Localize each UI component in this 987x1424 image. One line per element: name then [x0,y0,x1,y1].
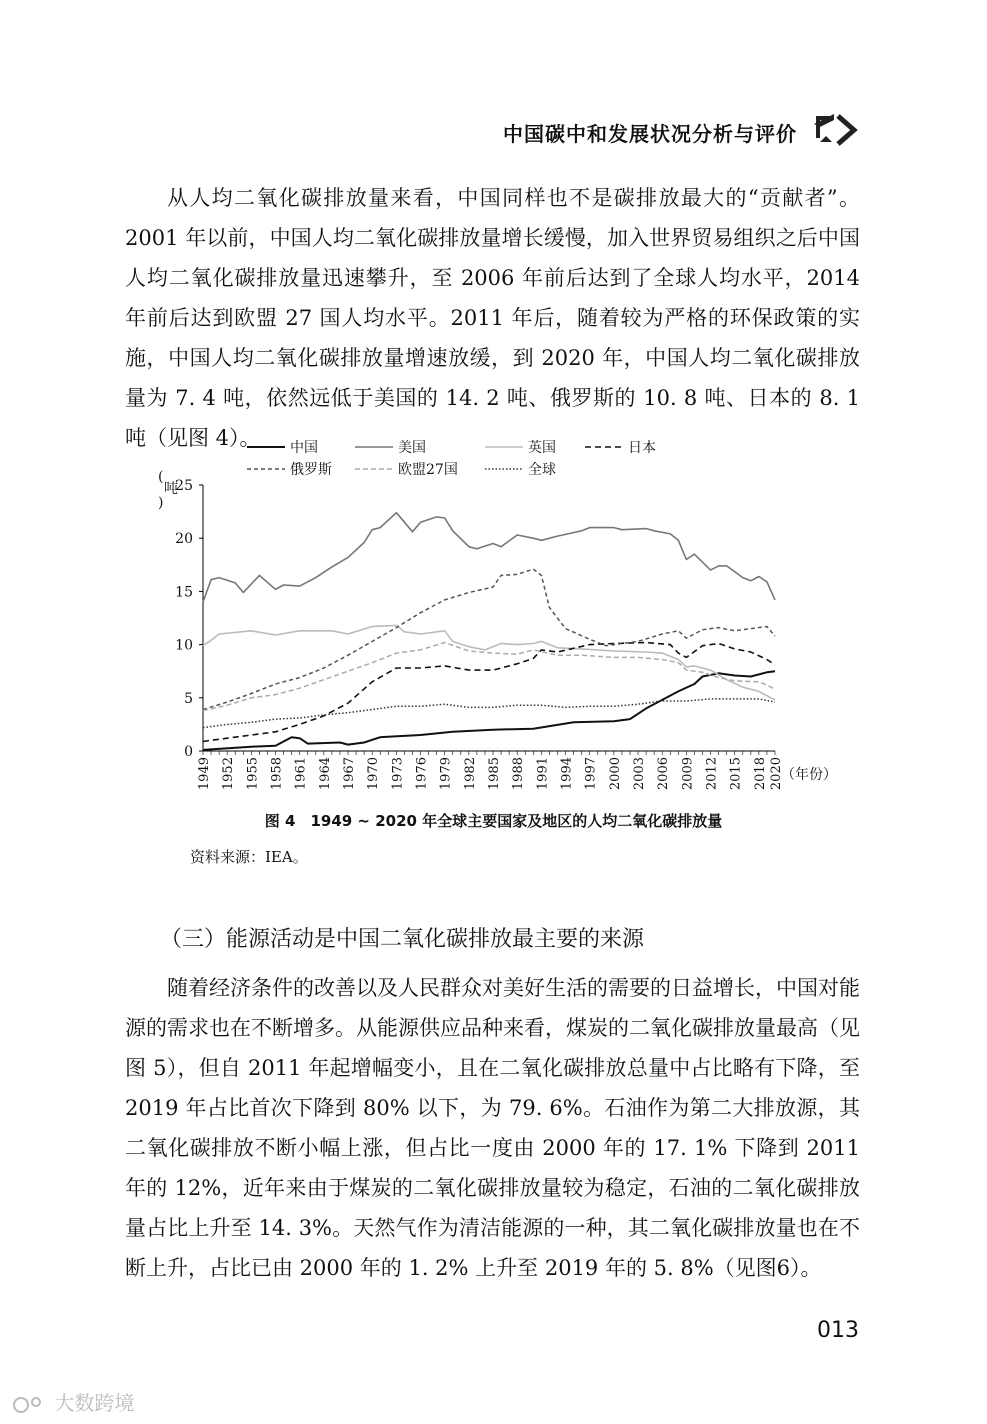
figure-caption: 图 4 1949 ~ 2020 年全球主要国家及地区的人均二氧化碳排放量 [264,812,723,830]
x-tick-label: 1976 [414,757,430,791]
y-axis-label: 吨 [164,481,178,497]
series-line-美国 [203,513,775,602]
y-tick-label: 15 [175,584,193,601]
running-header: 中国碳中和发展状况分析与评价 [503,122,797,146]
x-tick-label: 1979 [438,757,454,791]
paragraph-text: 从人均二氧化碳排放量来看，中国同样也不是碳排放最大的“贡献者”。2001 年以前，中国人均二氧化碳排放量增长缓慢，加入世界贸易组织之后中国人均二氧化碳排放量迅速攀升，至 2006 年前后达到了全球人均水平，2014 年前后达到欧盟 27 国人均水平。2011 年后，随着较为严格的环保政策的实施，中国人均二氧化碳排放量增速放缓，到 2020 年，中国人均二氧化碳排放量为 7. 4 吨，依然远低于美国的 14. 2 吨、俄罗斯的 10. 8 吨、日本的 8. 1 吨（见图 4）。 [125,186,860,450]
body-paragraph-2 [125,968,860,1288]
x-tick-label: 1964 [317,757,333,791]
x-tick-label: 1958 [269,757,285,791]
series-line-日本 [203,643,775,742]
legend-label: 英国 [528,440,556,456]
x-axis-label: （年份） [781,767,837,783]
paragraph-text: 随着经济条件的改善以及人民群众对美好生活的需要的日益增长，中国对能源的需求也在不断增多。从能源供应品种来看，煤炭的二氧化碳排放量最高（见图 5），但自 2011 年起增幅变小，且在二氧化碳排放总量中占比略有下降，至 2019 年占比首次下降到 80% 以下，为 79. 6%。石油作为第二大排放源，其二氧化碳排放不断小幅上涨，但占比一度由 2000 年的 17. 1% 下降到 2011 年的 12%，近年来由于煤炭的二氧化碳排放量较为稳定，石油的二氧化碳排放量占比上升至 14. 3%。天然气作为清洁能源的一种，其二氧化碳排放量也在不断上升，占比已由 2000 年的 1. 2% 上升至 2019 年的 5. 8%（见图6）。 [125,976,860,1280]
x-tick-label: 2015 [728,757,744,791]
x-tick-label: 2020 [769,757,784,791]
x-tick-label: 1994 [559,757,575,791]
y-tick-label: 0 [184,744,193,760]
x-tick-label: 1967 [342,757,358,791]
per-capita-co2-chart [150,435,850,805]
legend-label: 全球 [528,462,556,478]
y-tick-label: 25 [175,478,193,494]
legend-label: 欧盟27国 [398,462,458,478]
watermark-logo-icon [12,1394,48,1416]
series-line-英国 [203,625,775,700]
series-line-全球 [203,699,775,728]
x-tick-label: 1973 [390,757,406,791]
x-tick-label: 1955 [245,757,261,791]
x-tick-label: 1952 [221,757,237,791]
page-number: 013 [817,1318,859,1343]
y-tick-label: 20 [175,531,193,548]
x-tick-label: 2009 [680,757,696,791]
x-tick-label: 1949 [197,757,212,791]
series-line-中国 [203,671,775,750]
section-title: （三）能源活动是中国二氧化碳排放最主要的来源 [160,927,645,952]
figure-source: 资料来源：IEA。 [190,848,308,866]
x-tick-label: 2006 [656,757,672,791]
x-tick-label: 1988 [511,757,527,791]
x-tick-label: 1961 [293,757,309,791]
y-tick-label: 10 [175,637,193,654]
x-tick-label: 1985 [487,757,503,791]
x-tick-label: 1997 [583,757,599,791]
watermark [12,1387,134,1416]
x-tick-label: 2012 [704,757,720,791]
watermark-text: 大数跨境 [54,1391,135,1415]
legend-label: 中国 [290,440,318,456]
x-tick-label: 1970 [366,757,382,791]
series-line-俄罗斯 [203,569,775,709]
x-tick-label: 2000 [607,757,623,791]
y-axis-label-paren: ( [158,469,164,485]
legend-label: 美国 [398,440,426,456]
chapter-arrow-icon [812,110,862,150]
y-tick-label: 5 [184,690,193,707]
x-tick-label: 2003 [632,757,648,791]
series-line-欧盟27国 [203,643,775,711]
x-tick-label: 1991 [535,757,551,791]
x-tick-label: 2018 [752,757,768,791]
y-axis-label-paren: ) [158,495,164,511]
body-paragraph-1 [125,178,860,458]
x-tick-label: 1982 [462,757,478,791]
legend-label: 日本 [628,440,656,456]
legend-label: 俄罗斯 [290,462,332,478]
